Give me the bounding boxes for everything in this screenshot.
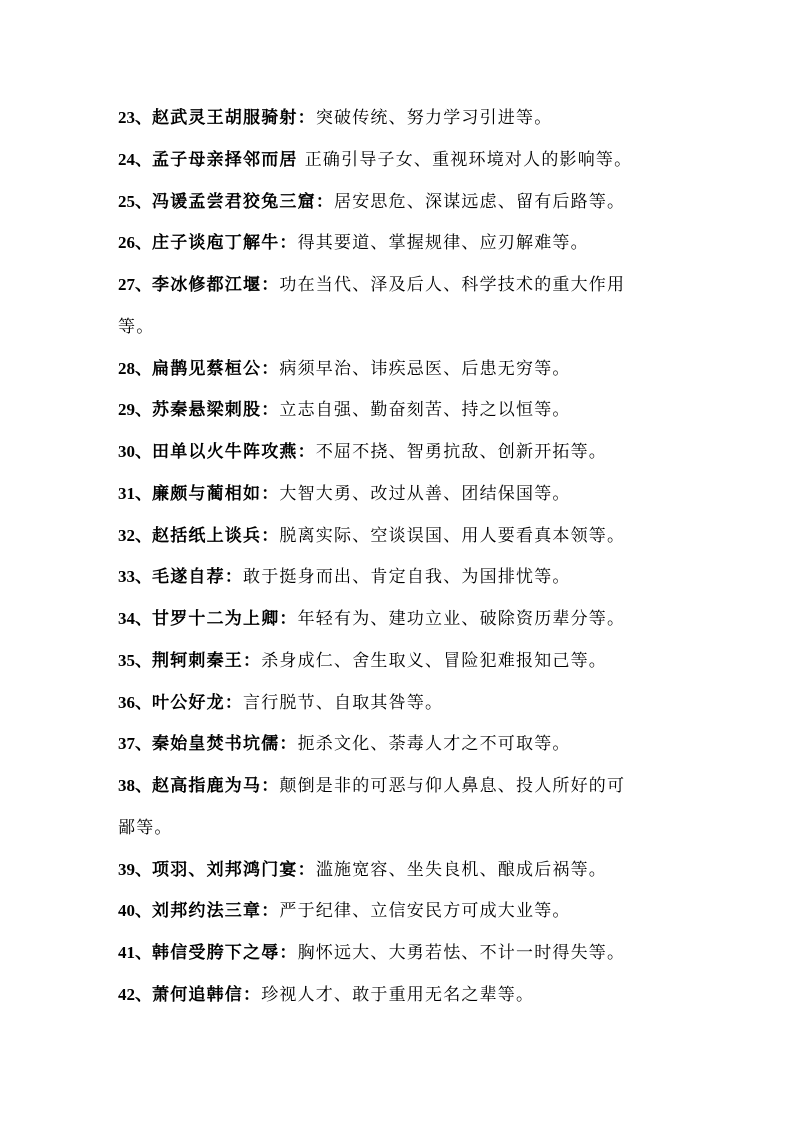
item-title: 赵高指鹿为马 [152, 776, 262, 796]
item-description: 功在当代、泽及后人、科学技术的重大作用 [279, 275, 626, 295]
item-separator: ： [261, 400, 280, 421]
item-separator: ： [261, 275, 280, 295]
item-description: 严于纪律、立信安民方可成大业等。 [279, 901, 571, 922]
item-description: 敢于挺身而出、肯定自我、为国排忧等。 [243, 567, 571, 588]
item-description: 立志自强、勤奋刻苦、持之以恒等。 [279, 400, 571, 421]
document-body [118, 104, 688, 1023]
item-number: 40、 [118, 901, 152, 921]
item-number: 41、 [118, 943, 152, 962]
item-description: 突破传统、努力学习引进等。 [315, 108, 553, 128]
item-title: 冯谖孟尝君狡兔三窟 [152, 191, 316, 212]
item-number: 35、 [118, 650, 152, 670]
item-description: 病须早治、讳疾忌医、后患无穷等。 [279, 358, 571, 379]
item-title: 庄子谈庖丁解牛 [152, 233, 280, 254]
list-item [118, 104, 688, 146]
item-title: 孟子母亲择邻而居 [152, 149, 298, 170]
item-title: 项羽、刘邦鸿门宴 [152, 859, 298, 880]
item-description: 杀身成仁、舍生取义、冒险犯难报知己等。 [261, 650, 608, 671]
item-number: 39、 [118, 859, 152, 879]
list-item [118, 939, 688, 981]
list-item [118, 689, 688, 731]
item-separator: ： [224, 567, 244, 588]
item-title: 毛遂自荐 [152, 567, 225, 588]
item-number: 38、 [118, 776, 152, 795]
item-title: 甘罗十二为上卿 [152, 609, 280, 629]
list-item [118, 438, 688, 480]
list-item [118, 772, 688, 814]
item-title: 萧何追韩信 [152, 984, 243, 1005]
item-separator: ： [261, 483, 280, 504]
item-title: 叶公好龙 [152, 692, 225, 713]
item-description: 年轻有为、建功立业、破除资历辈分等。 [297, 609, 626, 629]
item-description: 珍视人才、敢于重用无名之辈等。 [261, 984, 535, 1005]
item-description: 扼杀文化、荼毒人才之不可取等。 [297, 734, 571, 755]
item-separator: ： [243, 650, 262, 671]
item-separator: ： [279, 233, 298, 254]
item-separator: ： [224, 692, 244, 713]
list-item [118, 271, 688, 313]
item-title: 田单以火牛阵攻燕 [152, 442, 298, 462]
item-title: 秦始皇焚书坑儒 [152, 734, 280, 755]
item-number: 28、 [118, 358, 152, 378]
list-item [118, 188, 688, 230]
list-item [118, 480, 688, 522]
item-separator: ： [297, 108, 316, 128]
item-separator: ： [261, 525, 280, 546]
item-separator: ： [279, 734, 298, 755]
list-item [118, 522, 688, 564]
item-title: 苏秦悬梁刺股 [152, 400, 262, 421]
list-item [118, 647, 688, 689]
list-item [118, 981, 688, 1023]
item-number: 29、 [118, 400, 152, 420]
item-description: 胸怀远大、大勇若怯、不计一时得失等。 [297, 943, 626, 963]
item-description: 正确引导子女、重视环境对人的影响等。 [304, 149, 633, 170]
item-number: 26、 [118, 233, 152, 253]
item-number: 27、 [118, 275, 152, 294]
item-number: 32、 [118, 525, 152, 545]
item-number: 31、 [118, 483, 152, 503]
item-separator: ： [297, 442, 316, 462]
item-number: 23、 [118, 108, 152, 127]
item-title: 赵武灵王胡服骑射 [152, 108, 298, 128]
item-title: 韩信受胯下之辱 [152, 943, 280, 963]
item-separator: ： [315, 191, 335, 212]
item-separator: ： [261, 776, 280, 796]
item-title: 廉颇与蔺相如 [152, 483, 262, 504]
list-item [118, 563, 688, 605]
item-title: 刘邦约法三章 [152, 901, 262, 922]
list-item [118, 897, 688, 939]
item-description: 颠倒是非的可恶与仰人鼻息、投人所好的可 [279, 776, 626, 796]
item-number: 37、 [118, 734, 152, 754]
item-separator: ： [261, 901, 280, 922]
item-description: 居安思危、深谋远虑、留有后路等。 [334, 191, 626, 212]
item-separator: ： [279, 943, 298, 963]
item-title: 李冰修都江堰 [152, 275, 262, 295]
item-description: 不屈不挠、智勇抗敌、创新开拓等。 [315, 442, 608, 462]
item-number: 42、 [118, 984, 152, 1004]
item-number: 25、 [118, 191, 152, 211]
list-item [118, 146, 688, 188]
item-number: 30、 [118, 442, 152, 461]
item-description: 大智大勇、改过从善、团结保国等。 [279, 483, 571, 504]
item-description: 得其要道、掌握规律、应刃解难等。 [297, 233, 589, 254]
item-separator: ： [243, 984, 262, 1005]
item-title: 赵括纸上谈兵 [152, 525, 262, 546]
item-title: 荆轲刺秦王 [152, 650, 243, 671]
list-item [118, 396, 688, 438]
item-separator: ： [297, 859, 316, 880]
list-item [118, 229, 688, 271]
item-description-continuation: 鄙等。 [118, 817, 173, 838]
item-number: 34、 [118, 609, 152, 628]
list-item [118, 355, 688, 397]
item-number: 33、 [118, 567, 152, 587]
item-description: 滥施宽容、坐失良机、酿成后祸等。 [315, 859, 608, 880]
list-item [118, 730, 688, 772]
item-description: 言行脱节、自取其咎等。 [243, 692, 444, 713]
item-separator: ： [279, 609, 298, 629]
item-description-continuation: 等。 [118, 316, 155, 337]
list-item [118, 856, 688, 898]
item-separator: ： [261, 358, 280, 379]
item-number: 36、 [118, 692, 152, 712]
list-item [118, 605, 688, 647]
item-description: 脱离实际、空谈误国、用人要看真本领等。 [279, 525, 626, 546]
item-title: 扁鹊见蔡桓公 [152, 358, 262, 379]
item-separator [298, 150, 305, 170]
item-number: 24、 [118, 149, 152, 169]
